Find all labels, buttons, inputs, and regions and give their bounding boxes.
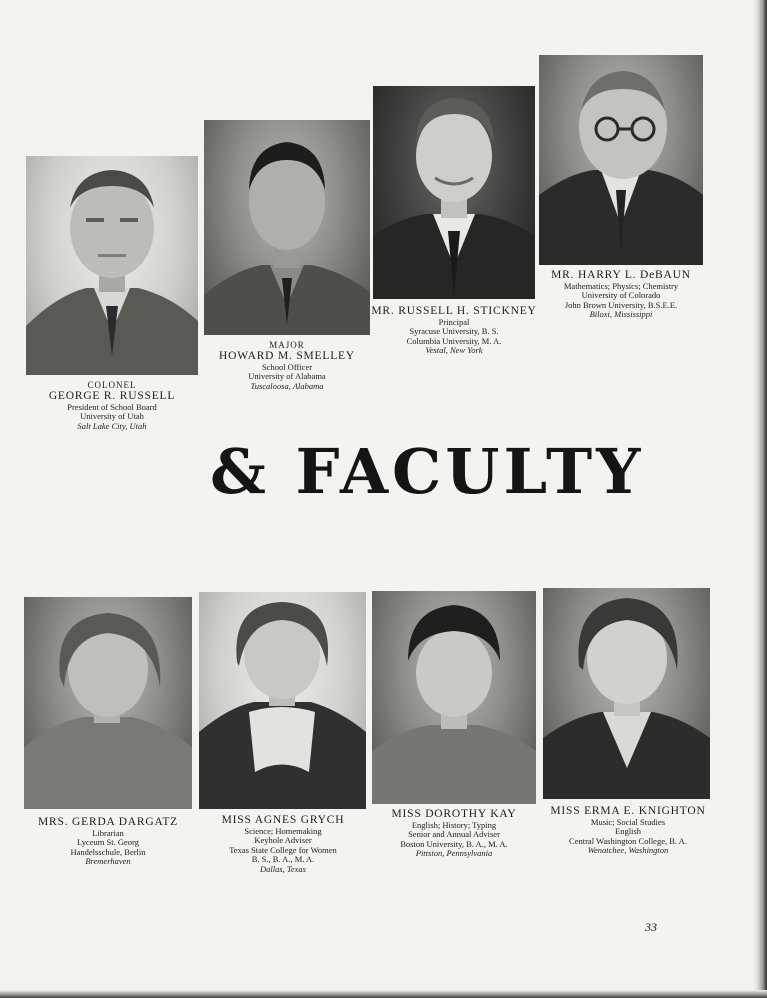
hometown: Salt Lake City, Utah bbox=[77, 420, 147, 431]
caption-gerda-dargatz bbox=[18, 816, 198, 867]
detail-line: Science; Homemaking bbox=[244, 825, 322, 836]
page-bottom-edge bbox=[0, 990, 767, 998]
detail-line: B. S., B. A., M. A. bbox=[251, 854, 315, 865]
detail-line: Keyhole Adviser bbox=[254, 835, 312, 846]
detail-line: Librarian bbox=[92, 827, 124, 838]
portrait-harry-debaun bbox=[539, 55, 703, 265]
portrait-agnes-grych bbox=[199, 592, 366, 809]
portrait-george-russell bbox=[26, 156, 198, 375]
detail-line: University of Utah bbox=[80, 411, 144, 422]
rank: COLONEL bbox=[87, 380, 137, 390]
caption-howard-smelley bbox=[190, 340, 384, 392]
hometown: Tuscaloosa, Alabama bbox=[250, 380, 324, 391]
page-number: 33 bbox=[645, 920, 657, 934]
portrait-russell-stickney bbox=[373, 86, 535, 299]
detail-line: English bbox=[615, 826, 641, 837]
rank: MAJOR bbox=[269, 340, 305, 350]
detail-line: Columbia University, M. A. bbox=[406, 335, 502, 346]
caption-russell-stickney bbox=[366, 305, 542, 356]
name: MR. HARRY L. DeBAUN bbox=[551, 269, 691, 281]
detail-line: Music; Social Studies bbox=[590, 816, 666, 827]
detail-line: University of Colorado bbox=[581, 290, 661, 301]
detail-line: English; History; Typing bbox=[411, 819, 497, 830]
book-spine-shadow bbox=[753, 0, 767, 998]
detail-line: Mathematics; Physics; Chemistry bbox=[563, 280, 679, 291]
hometown: Biloxi, Mississippi bbox=[589, 309, 653, 320]
hometown: Pittston, Pennsylvania bbox=[415, 848, 493, 859]
detail-line: Principal bbox=[438, 316, 470, 327]
caption-dorothy-kay bbox=[366, 808, 542, 859]
hometown: Vestal, New York bbox=[425, 345, 483, 356]
hometown: Bremerhaven bbox=[85, 856, 131, 867]
detail-line: Texas State College for Women bbox=[229, 844, 337, 855]
name: MRS. GERDA DARGATZ bbox=[38, 816, 178, 828]
caption-harry-debaun bbox=[539, 269, 703, 320]
portrait-howard-smelley bbox=[204, 120, 370, 335]
detail-line: John Brown University, B.S.E.E. bbox=[564, 299, 678, 310]
name: MISS AGNES GRYCH bbox=[221, 814, 345, 826]
name: MISS ERMA E. KNIGHTON bbox=[550, 805, 706, 817]
detail-line: Handelsschule, Berlin bbox=[70, 846, 146, 857]
detail-line: Senior and Annual Adviser bbox=[408, 829, 500, 840]
hometown: Dallas, Texas bbox=[260, 863, 306, 874]
detail-line: Syracuse University, B. S. bbox=[409, 326, 499, 337]
detail-line: University of Alabama bbox=[248, 371, 326, 382]
caption-erma-knighton bbox=[538, 805, 718, 856]
detail-line: Central Washington College, B. A. bbox=[569, 835, 687, 846]
caption-agnes-grych bbox=[196, 814, 370, 874]
detail-line: School Officer bbox=[261, 361, 313, 372]
detail-line: Boston University, B. A., M. A. bbox=[400, 838, 508, 849]
detail-line: President of School Board bbox=[67, 401, 157, 412]
detail-line: Lyceum St. Georg bbox=[77, 837, 139, 848]
faculty-heading: & FACULTY bbox=[210, 435, 645, 508]
portrait-gerda-dargatz bbox=[24, 597, 192, 809]
name: MR. RUSSELL H. STICKNEY bbox=[371, 305, 537, 317]
name: HOWARD M. SMELLEY bbox=[219, 350, 355, 363]
name: MISS DOROTHY KAY bbox=[391, 808, 517, 820]
portrait-dorothy-kay bbox=[372, 591, 536, 804]
caption-george-russell bbox=[6, 380, 218, 432]
portrait-erma-knighton bbox=[543, 588, 710, 799]
hometown: Wenatchee, Washington bbox=[587, 845, 669, 856]
name: GEORGE R. RUSSELL bbox=[48, 390, 176, 403]
